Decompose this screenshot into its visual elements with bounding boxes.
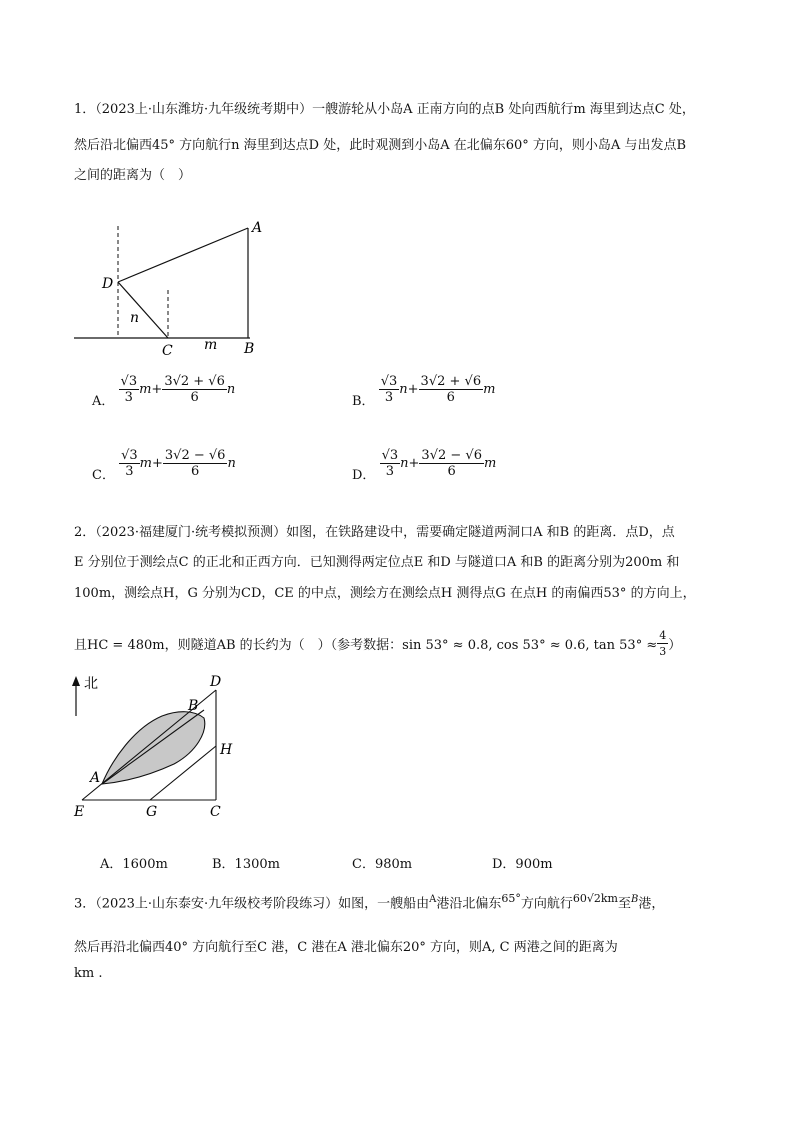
q2-label-e: E (74, 804, 85, 820)
q3-angle-65: 65° (501, 892, 521, 905)
q3-text-part5: 港， (638, 896, 665, 912)
q1-text-line3: 之间的距离为（ ） (74, 168, 192, 183)
q2-text-line4 (74, 630, 681, 661)
q2-label-g: G (146, 804, 158, 820)
q1-option-term2: $\frac{3√2 + √6}{6}$ (420, 374, 482, 405)
q1-option-term1: $\frac{√3}{3}$ (380, 374, 398, 405)
q2-option-a[interactable]: A．1600m (100, 857, 168, 872)
q2-label-d: D (210, 674, 222, 690)
q1-text-line1: 1．（2023上·山东潍坊·九年级统考期中）一艘游轮从小岛A 正南方向的点B 处向西航行m 海里到达点C 处， (74, 102, 695, 117)
q3-answer-unit: km . (74, 966, 103, 981)
q1-option-term2: $\frac{3√2 - √6}{6}$ (164, 448, 226, 479)
q1-text-line2: 然后沿北偏西45° 方向航行n 海里到达点D 处，此时观测到小岛A 在北偏东60° 方向，则小岛A 与出发点B (74, 138, 687, 153)
q1-option-var1: m (139, 382, 152, 397)
q3-text-part1: 3．（2023上·山东泰安·九年级校考阶段练习）如图，一艘船由 (74, 896, 430, 912)
q2-label-b: B (188, 698, 199, 714)
q2-label-a: A (90, 770, 101, 786)
q1-option-var2: m (483, 382, 496, 397)
q1-line-dc (118, 282, 168, 338)
q1-option-var1: m (139, 456, 152, 471)
q1-option-b[interactable] (352, 374, 496, 409)
q1-option-op: + (151, 456, 163, 471)
q1-option-term2: $\frac{3√2 - √6}{6}$ (421, 448, 482, 479)
q1-option-a[interactable] (92, 374, 236, 409)
q2-tan-fraction: $\frac{4}{3}$ (659, 629, 667, 658)
q1-option-var1: n (400, 456, 409, 471)
q1-option-var1: n (399, 382, 408, 397)
q1-label-c: C (162, 343, 173, 359)
q1-line-da (118, 228, 248, 282)
q1-option-var2: m (483, 456, 497, 471)
q2-text-line4-close: ） (668, 638, 682, 653)
q2-option-d[interactable]: D．900m (492, 857, 553, 872)
q3-text-part4: 至 (618, 896, 632, 912)
q2-option-b[interactable]: B．1300m (212, 857, 280, 872)
q1-option-term1: $\frac{√3}{3}$ (120, 374, 138, 405)
q1-label-n: n (130, 310, 140, 326)
q3-text-part2: 港沿北偏东 (436, 896, 502, 912)
q1-option-op: + (407, 382, 419, 397)
q1-label-d: D (102, 276, 114, 292)
q1-option-var2: n (227, 456, 236, 471)
q2-label-north: 北 (84, 676, 98, 692)
q1-option-letter: D． (352, 468, 376, 483)
q3-text-line3 (74, 966, 102, 981)
q1-option-term1: $\frac{√3}{3}$ (121, 448, 138, 479)
q2-text-line1: 2．（2023·福建厦门·统考模拟预测）如图，在铁路建设中，需要确定隧道两洞口A 和B 的距离．点D，点 (74, 525, 675, 540)
q2-text-line4-main: 且HC = 480m，则隧道AB 的长约为（ ）（参考数据：sin 53° ≈ 0.8, cos 53° ≈ 0.6, tan 53° ≈ (74, 638, 658, 653)
q2-label-h: H (220, 742, 233, 758)
q2-text-line3: 100m，测绘点H，G 分别为CD，CE 的中点，测绘方在测绘点H 测得点G 在点H 的南偏西53° 的方向上， (74, 586, 696, 601)
q1-option-letter: A． (92, 394, 115, 409)
q1-option-term1: $\frac{√3}{3}$ (381, 448, 399, 479)
q1-option-c[interactable] (92, 448, 236, 483)
q2-figure (66, 672, 246, 822)
q1-option-letter: C． (92, 468, 115, 483)
q1-label-b: B (244, 341, 255, 357)
q1-option-d[interactable] (352, 448, 497, 483)
q3-point-b: B (631, 894, 639, 905)
q2-north-arrow-head (72, 676, 80, 686)
q1-option-op: + (408, 456, 420, 471)
q1-label-m: m (204, 337, 218, 353)
q2-text-line2: E 分别位于测绘点C 的正北和正西方向．已知测得两定位点E 和D 与隧道口A 和B 的距离分别为200m 和 (74, 555, 680, 570)
q2-option-c[interactable]: C．980m (352, 857, 413, 872)
q1-option-op: + (151, 382, 163, 397)
q1-figure (60, 210, 280, 360)
q3-text-line2: 然后再沿北偏西40° 方向航行至C 港，C 港在A 港北偏东20° 方向，则A, C 两港之间的距离为 (74, 940, 618, 955)
q1-option-letter: B． (352, 394, 375, 409)
q3-text-part3: 方向航行 (520, 896, 573, 912)
q3-point-a: A (429, 894, 437, 905)
q1-option-var2: n (226, 382, 236, 397)
q2-label-c: C (210, 804, 221, 820)
q1-label-a: A (252, 220, 263, 236)
q1-option-term2: $\frac{3√2 + √6}{6}$ (164, 374, 225, 405)
q3-distance: 60√2km (572, 892, 618, 905)
q3-text-line1 (74, 892, 664, 911)
